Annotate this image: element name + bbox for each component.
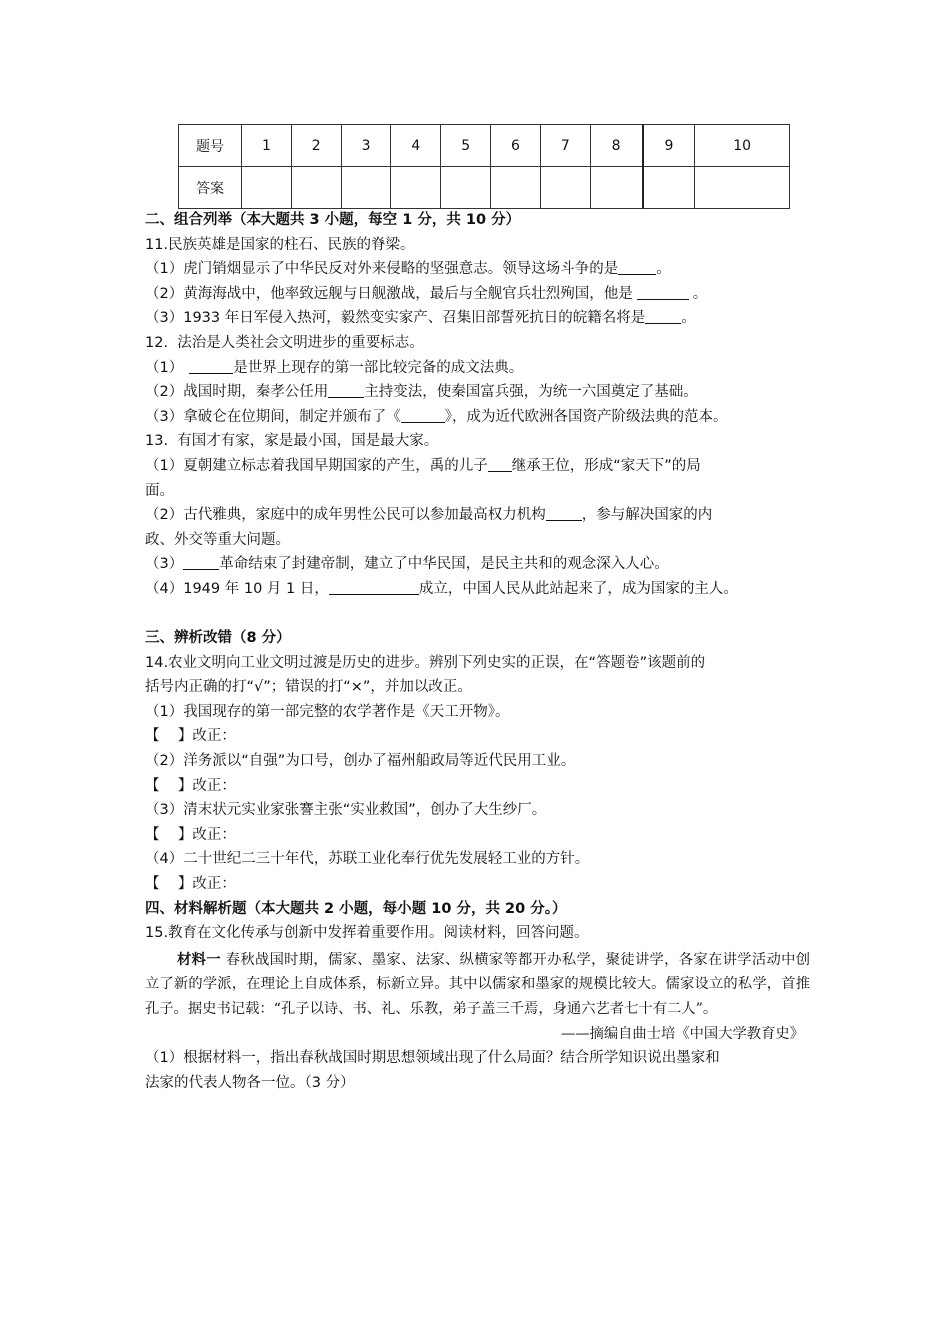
q14-correction-4[interactable]: 【 】改正： [145,876,236,893]
q14-correction-1[interactable]: 【 】改正： [145,728,236,745]
question-number-cell: 6 [491,125,541,167]
answer-cell[interactable] [540,167,590,209]
q13-sub1: （1）夏朝建立标志着我国早期国家的产生，禹的儿子 继承王位，形成“家天下”的局 [145,454,810,479]
answer-blank[interactable] [645,307,681,324]
q12-sub1: （1） 是世界上现存的第一部比较完备的成文法典。 [145,356,810,381]
answer-cell[interactable] [643,167,695,209]
answer-blank[interactable] [329,578,419,595]
row-label-answer: 答案 [179,167,242,209]
q14-item-1: （1）我国现存的第一部完整的农学著作是《天工开物》。 [145,703,510,720]
q13-sub2: （2）古代雅典，家庭中的成年男性公民可以参加最高权力机构 ，参与解决国家的内 [145,503,810,528]
answer-cell[interactable] [391,167,441,209]
question-number-cell: 1 [242,125,292,167]
material-one [145,948,810,1022]
q14-item-4: （4）二十世纪二三十年代，苏联工业化奉行优先发展轻工业的方针。 [145,851,590,868]
q13-sub1-cont: 面。 [145,482,174,499]
q13-stem: 13. 有国才有家，家是最小国，国是最大家。 [145,433,439,450]
question-number-cell: 10 [695,125,790,167]
q12-stem: 12. 法治是人类社会文明进步的重要标志。 [145,334,424,351]
question-number-cell: 9 [643,125,695,167]
answer-blank[interactable] [618,258,656,275]
question-number-cell: 3 [341,125,391,167]
question-number-cell: 7 [540,125,590,167]
section-4-title: 四、材料解析题（本大题共 2 小题，每小题 10 分，共 20 分。） [145,900,567,917]
answer-blank[interactable] [189,357,233,374]
answer-cell[interactable] [695,167,790,209]
q14-item-2: （2）洋务派以“自强”为口号，创办了福州船政局等近代民用工业。 [145,753,576,770]
q13-sub2-cont: 政、外交等重大问题。 [145,531,290,548]
exam-content [145,208,810,1095]
row-label-question-number: 题号 [179,125,242,167]
q15-sub1-line2: 法家的代表人物各一位。（3 分） [145,1074,355,1091]
q14-stem-line1: 14.农业文明向工业文明过渡是历史的进步。辨别下列史实的正误，在“答题卷”该题前的 [145,654,706,671]
answer-cell[interactable] [341,167,391,209]
material-one-label: 材料一 [177,951,221,968]
answer-table [178,124,790,209]
answer-blank[interactable] [488,455,512,472]
q14-correction-3[interactable]: 【 】改正： [145,826,236,843]
q15-stem: 15.教育在文化传承与创新中发挥着重要作用。阅读材料，回答问题。 [145,925,589,942]
question-number-cell: 8 [590,125,642,167]
q15-sub1-line1: （1）根据材料一，指出春秋战国时期思想领域出现了什么局面？结合所学知识说出墨家和 [145,1050,720,1067]
section-3-title: 三、辨析改错（8 分） [145,630,291,647]
material-one-text: 春秋战国时期，儒家、墨家、法家、纵横家等都开办私学，聚徒讲学，各家在讲学活动中创立了新的学派，在理论上自成体系，标新立异。其中以儒家和墨家的规模比较大。儒家设立的私学，首推孔子。据史书记载：“孔子以诗、书、礼、乐教，弟子盖三千焉，身通六艺者七十有二人”。 [145,951,811,1017]
q11-sub3: （3）1933 年日军侵入热河，毅然变实家产、召集旧部誓死抗日的皖籍名将是 。 [145,306,810,331]
answer-cell[interactable] [491,167,541,209]
answer-table-number-row [179,125,790,167]
answer-blank[interactable] [328,381,364,398]
answer-blank[interactable] [546,504,582,521]
answer-blank[interactable] [183,553,219,570]
answer-blank[interactable] [401,406,445,423]
q13-sub4: （4）1949 年 10 月 1 日， 成立，中国人民从此站起来了，成为国家的主人。 [145,577,810,602]
q13-sub3: （3） 革命结束了封建帝制，建立了中华民国，是民主共和的观念深入人心。 [145,552,810,577]
q12-sub2: （2）战国时期，秦孝公任用 主持变法，使秦国富兵强，为统一六国奠定了基础。 [145,380,810,405]
question-number-cell: 2 [291,125,341,167]
q14-stem-line2: 括号内正确的打“√”；错误的打“×”，并加以改正。 [145,679,472,696]
section-2-title: 二、组合列举（本大题共 3 小题，每空 1 分，共 10 分） [145,212,521,228]
answer-cell[interactable] [242,167,292,209]
answer-cell[interactable] [291,167,341,209]
question-number-cell: 5 [441,125,491,167]
answer-blank[interactable] [637,283,689,300]
material-source: ——摘编自曲士培《中国大学教育史》 [560,1025,804,1042]
q11-sub1: （1）虎门销烟显示了中华民反对外来侵略的坚强意志。领导这场斗争的是 。 [145,257,810,282]
answer-cell[interactable] [590,167,642,209]
answer-table-answer-row [179,167,790,209]
q14-correction-2[interactable]: 【 】改正： [145,777,236,794]
q12-sub3: （3）拿破仑在位期间，制定并颁布了《 》，成为近代欧洲各国资产阶级法典的范本。 [145,405,810,430]
answer-cell[interactable] [441,167,491,209]
q11-sub2: （2）黄海海战中，他率致远舰与日舰激战，最后与全舰官兵壮烈殉国，他是 。 [145,282,810,307]
q11-stem: 11.民族英雄是国家的柱石、民族的脊梁。 [145,236,415,253]
question-number-cell: 4 [391,125,441,167]
q14-item-3: （3）清末状元实业家张謇主张“实业救国”，创办了大生纱厂。 [145,802,547,819]
